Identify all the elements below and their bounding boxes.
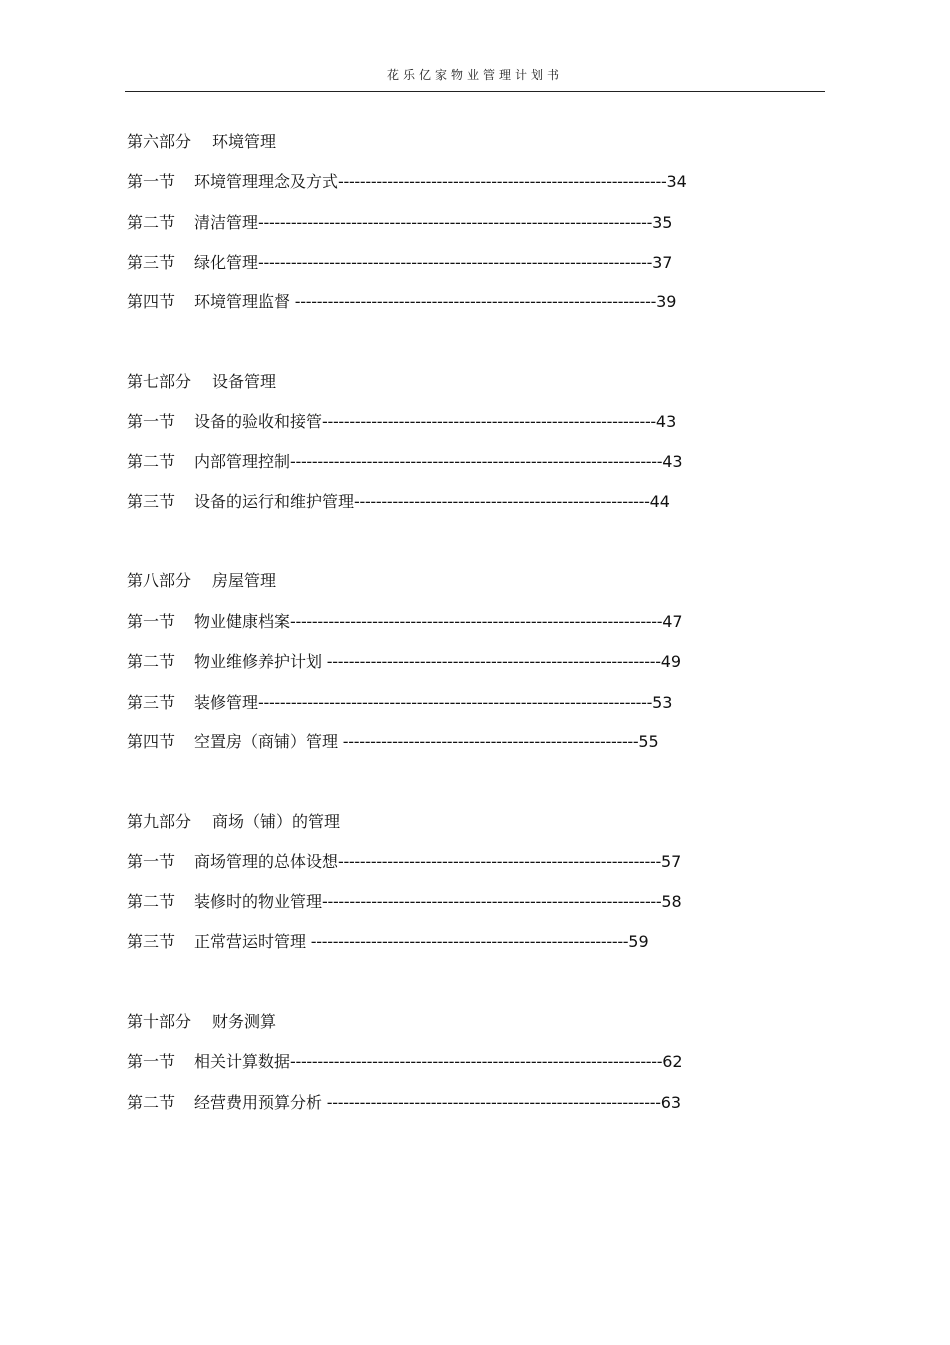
section-number: 第二节 bbox=[127, 452, 176, 471]
page-number: 62 bbox=[662, 1052, 683, 1071]
page-number: 57 bbox=[660, 852, 682, 871]
section-title: 商场管理的总体设想 bbox=[194, 852, 339, 871]
toc-entry[interactable] bbox=[127, 891, 682, 913]
toc-entry[interactable] bbox=[127, 611, 683, 633]
dot-leader: ------------------------------------------------------ bbox=[354, 492, 650, 511]
part-title: 商场（铺）的管理 bbox=[212, 812, 341, 831]
dot-leader: ----------------------------------------------------------- bbox=[338, 852, 661, 871]
part-heading-10 bbox=[127, 1011, 276, 1033]
section-title: 空置房（商铺）管理 bbox=[194, 732, 339, 751]
part-number: 第九部分 bbox=[127, 812, 192, 831]
dot-leader: ------------------------------------------------------------- bbox=[322, 652, 661, 671]
part-title: 房屋管理 bbox=[212, 571, 277, 590]
section-number: 第三节 bbox=[127, 693, 176, 712]
section-number: 第一节 bbox=[127, 612, 176, 631]
section-title: 装修管理 bbox=[194, 693, 259, 712]
section-title: 绿化管理 bbox=[194, 253, 259, 272]
section-title: 内部管理控制 bbox=[194, 452, 291, 471]
section-number: 第二节 bbox=[127, 1093, 176, 1112]
dot-leader: ------------------------------------------------------ bbox=[338, 732, 639, 751]
part-heading-7 bbox=[127, 371, 276, 393]
part-number: 第八部分 bbox=[127, 571, 192, 590]
section-title: 装修时的物业管理 bbox=[194, 892, 323, 911]
toc-entry[interactable] bbox=[127, 1051, 683, 1073]
dot-leader: -------------------------------------------------------------------- bbox=[290, 1052, 663, 1071]
dot-leader: ---------------------------------------------------------- bbox=[306, 932, 629, 951]
section-number: 第一节 bbox=[127, 852, 176, 871]
part-title: 设备管理 bbox=[212, 372, 277, 391]
dot-leader: ------------------------------------------------------------- bbox=[322, 412, 656, 431]
section-title: 相关计算数据 bbox=[194, 1052, 291, 1071]
dot-leader: ------------------------------------------------------------------ bbox=[290, 292, 657, 311]
page-number: 43 bbox=[655, 412, 677, 431]
section-title: 清洁管理 bbox=[194, 213, 259, 232]
dot-leader: ------------------------------------------------------------ bbox=[338, 172, 667, 191]
toc-entry[interactable] bbox=[127, 291, 676, 313]
toc-entry[interactable] bbox=[127, 851, 681, 873]
part-number: 第七部分 bbox=[127, 372, 192, 391]
part-heading-8 bbox=[127, 570, 276, 592]
page-number: 63 bbox=[660, 1093, 682, 1112]
section-number: 第一节 bbox=[127, 1052, 176, 1071]
section-number: 第二节 bbox=[127, 652, 176, 671]
section-number: 第三节 bbox=[127, 253, 176, 272]
section-title: 正常营运时管理 bbox=[194, 932, 307, 951]
page-number: 55 bbox=[638, 732, 659, 751]
dot-leader: ------------------------------------------------------------- bbox=[322, 1093, 661, 1112]
section-title: 环境管理理念及方式 bbox=[194, 172, 339, 191]
section-title: 设备的验收和接管 bbox=[194, 412, 323, 431]
page-number: 34 bbox=[666, 172, 687, 191]
section-number: 第四节 bbox=[127, 292, 176, 311]
page-number: 53 bbox=[652, 693, 673, 712]
section-number: 第一节 bbox=[127, 172, 176, 191]
section-title: 环境管理监督 bbox=[194, 292, 291, 311]
toc-entry[interactable] bbox=[127, 1092, 681, 1114]
dot-leader: -------------------------------------------------------------- bbox=[322, 892, 662, 911]
part-title: 环境管理 bbox=[212, 132, 277, 151]
section-number: 第三节 bbox=[127, 932, 176, 951]
part-heading-6 bbox=[127, 131, 276, 153]
toc-entry[interactable] bbox=[127, 731, 659, 753]
section-number: 第二节 bbox=[127, 213, 176, 232]
toc-entry[interactable] bbox=[127, 252, 672, 274]
page-number: 44 bbox=[649, 492, 670, 511]
dot-leader: ------------------------------------------------------------------------ bbox=[258, 213, 653, 232]
dot-leader: -------------------------------------------------------------------- bbox=[290, 612, 663, 631]
part-heading-9 bbox=[127, 811, 340, 833]
section-title: 设备的运行和维护管理 bbox=[194, 492, 355, 511]
section-title: 经营费用预算分析 bbox=[194, 1093, 323, 1112]
section-number: 第三节 bbox=[127, 492, 176, 511]
toc-entry[interactable] bbox=[127, 491, 670, 513]
section-number: 第四节 bbox=[127, 732, 176, 751]
page-number: 35 bbox=[652, 213, 673, 232]
toc-entry[interactable] bbox=[127, 451, 683, 473]
dot-leader: ------------------------------------------------------------------------ bbox=[258, 693, 653, 712]
section-number: 第二节 bbox=[127, 892, 176, 911]
page-number: 37 bbox=[652, 253, 673, 272]
part-title: 财务测算 bbox=[212, 1012, 277, 1031]
dot-leader: -------------------------------------------------------------------- bbox=[290, 452, 663, 471]
part-number: 第十部分 bbox=[127, 1012, 192, 1031]
section-title: 物业健康档案 bbox=[194, 612, 291, 631]
header-rule bbox=[125, 91, 825, 92]
part-number: 第六部分 bbox=[127, 132, 192, 151]
section-number: 第一节 bbox=[127, 412, 176, 431]
toc-entry[interactable] bbox=[127, 411, 676, 433]
dot-leader: ------------------------------------------------------------------------ bbox=[258, 253, 653, 272]
page-number: 49 bbox=[660, 652, 682, 671]
page-number: 59 bbox=[628, 932, 649, 951]
running-header: 花乐亿家物业管理计划书 bbox=[386, 68, 563, 82]
toc-entry[interactable] bbox=[127, 692, 672, 714]
page-number: 39 bbox=[656, 292, 677, 311]
toc-entry[interactable] bbox=[127, 212, 672, 234]
toc-entry[interactable] bbox=[127, 931, 649, 953]
section-title: 物业维修养护计划 bbox=[194, 652, 323, 671]
toc-entry[interactable] bbox=[127, 171, 687, 193]
page-number: 47 bbox=[662, 612, 683, 631]
page-number: 58 bbox=[661, 892, 682, 911]
toc-entry[interactable] bbox=[127, 651, 681, 673]
page-number: 43 bbox=[662, 452, 683, 471]
